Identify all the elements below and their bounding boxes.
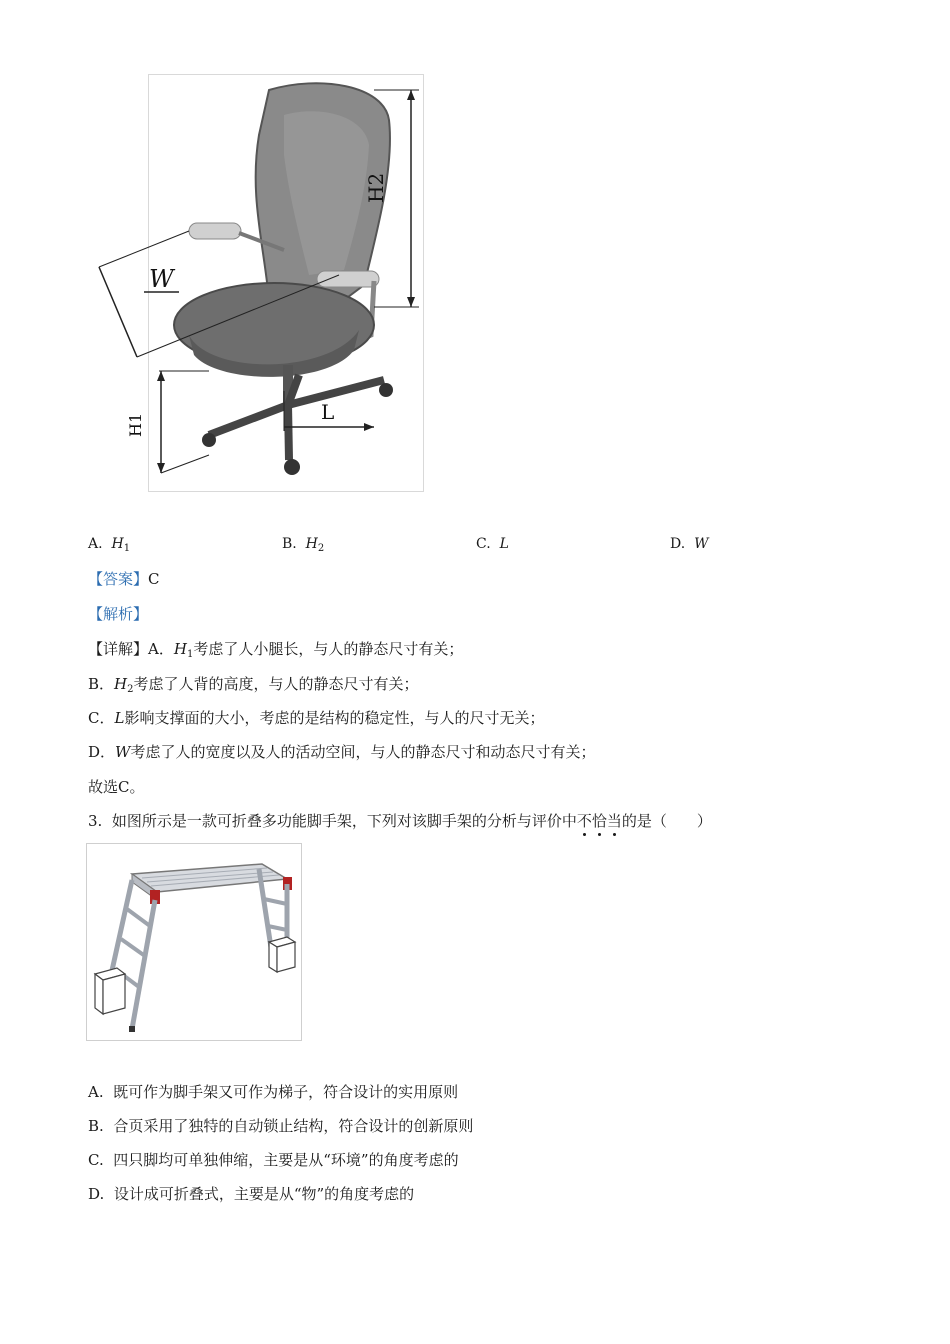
q3-option-d: [88, 1183, 414, 1204]
label-l: L: [321, 400, 335, 424]
q2-option-d: [670, 536, 708, 552]
detail-b-var: H: [114, 675, 128, 693]
chair-caster-3: [379, 383, 393, 397]
option-letter: A.: [88, 536, 103, 552]
chair-leg-1: [209, 405, 288, 435]
analysis-label: 【解析】: [88, 605, 149, 623]
option-letter: C.: [88, 1151, 104, 1169]
answer-label: 【答案】: [88, 570, 149, 588]
scaffold-figure: [86, 843, 302, 1041]
q3-option-a: [88, 1081, 458, 1102]
q2-option-c: [476, 536, 509, 552]
detail-c-text: 影响支撑面的大小，考虑的是结构的稳定性，与人的尺寸无关；: [124, 709, 545, 727]
w-ext-left: [99, 231, 189, 267]
option-text: 合页采用了独特的自动锁止结构，符合设计的创新原则: [113, 1117, 474, 1135]
chair-armrest-right: [317, 271, 379, 287]
q2-option-a: [88, 536, 130, 554]
emphasis-char: 当: [606, 812, 622, 830]
answer-value: C: [148, 570, 160, 588]
option-sub: 2: [317, 543, 325, 554]
left-rail-outer: [109, 880, 132, 984]
option-text: 四只脚均可单独伸缩，主要是从“环境”的角度考虑的: [113, 1151, 459, 1169]
option-letter: D.: [670, 536, 686, 552]
block-right: [269, 937, 295, 972]
chair-leg-2: [288, 405, 289, 460]
chair-caster-1: [202, 433, 216, 447]
option-text: 设计成可折叠式，主要是从“物”的角度考虑的: [113, 1185, 415, 1203]
question-number: 3.: [88, 812, 103, 830]
scaffold-diagram: [87, 844, 301, 1040]
analysis-line: [88, 603, 148, 624]
label-h1: H1: [126, 412, 145, 437]
detail-b-line: [88, 673, 419, 695]
conclusion-line: [88, 776, 144, 797]
detail-b-prefix: B．: [88, 675, 115, 693]
detail-a-var: H: [173, 640, 187, 658]
conclusion-text: 故选C。: [88, 778, 145, 796]
detail-c-var: L: [114, 709, 125, 727]
detail-a-line: [88, 638, 463, 660]
detail-d-prefix: D．: [88, 743, 116, 761]
q3-option-c: [88, 1149, 459, 1170]
h1-arrow-top: [157, 371, 165, 381]
option-letter: B.: [88, 1117, 104, 1135]
option-letter: A.: [88, 1083, 104, 1101]
option-text: 既可作为脚手架又可作为梯子，符合设计的实用原则: [113, 1083, 459, 1101]
option-letter: D.: [88, 1185, 105, 1203]
option-text: H: [111, 536, 124, 552]
option-text: W: [694, 536, 709, 552]
question-text-after: 的是（ ）: [621, 812, 712, 830]
l-arrow-right: [364, 423, 374, 431]
label-w: W: [149, 265, 174, 293]
w-dimension-line: [99, 267, 137, 357]
detail-a-sub: 1: [186, 649, 194, 660]
detail-b-sub: 2: [127, 684, 134, 695]
label-h2: H2: [364, 172, 388, 203]
answer-line: [88, 568, 160, 589]
chair-figure: [126, 74, 424, 492]
detail-d-line: [88, 741, 595, 762]
detail-c-line: [88, 707, 544, 728]
chair-diagram: [126, 75, 423, 491]
question3-stem: [88, 810, 712, 831]
chair-caster-2: [284, 459, 300, 475]
detail-d-text: 考虑了人的宽度以及人的活动空间，与人的静态尺寸和动态尺寸有关；: [130, 743, 596, 761]
detail-c-prefix: C．: [88, 709, 115, 727]
block-left: [95, 968, 125, 1014]
h1-ext-bottom: [161, 455, 209, 473]
option-text: H: [305, 536, 318, 552]
detail-label: 【详解】: [88, 640, 149, 658]
chair-armrest-left: [189, 223, 241, 239]
q2-option-b: [282, 536, 324, 554]
emphasis-char: 恰: [591, 812, 607, 830]
emphasis-char: 不: [576, 812, 592, 830]
question-text-before: 如图所示是一款可折叠多功能脚手架，下列对该脚手架的分析与评价中: [111, 812, 577, 830]
detail-d-var: W: [115, 743, 131, 761]
option-letter: C.: [476, 536, 491, 552]
chair-leg-3: [288, 380, 384, 405]
detail-a-text: 考虑了人小腿长，与人的静态尺寸有关；: [193, 640, 464, 658]
h2-arrow-top: [407, 90, 415, 100]
foot-left: [129, 1026, 135, 1032]
option-letter: B.: [282, 536, 297, 552]
q3-option-b: [88, 1115, 473, 1136]
detail-b-text: 考虑了人背的高度，与人的静态尺寸有关；: [133, 675, 419, 693]
h2-arrow-bottom: [407, 297, 415, 307]
detail-a-prefix: A．: [148, 640, 174, 658]
option-text: L: [499, 536, 509, 552]
option-sub: 1: [123, 543, 131, 554]
